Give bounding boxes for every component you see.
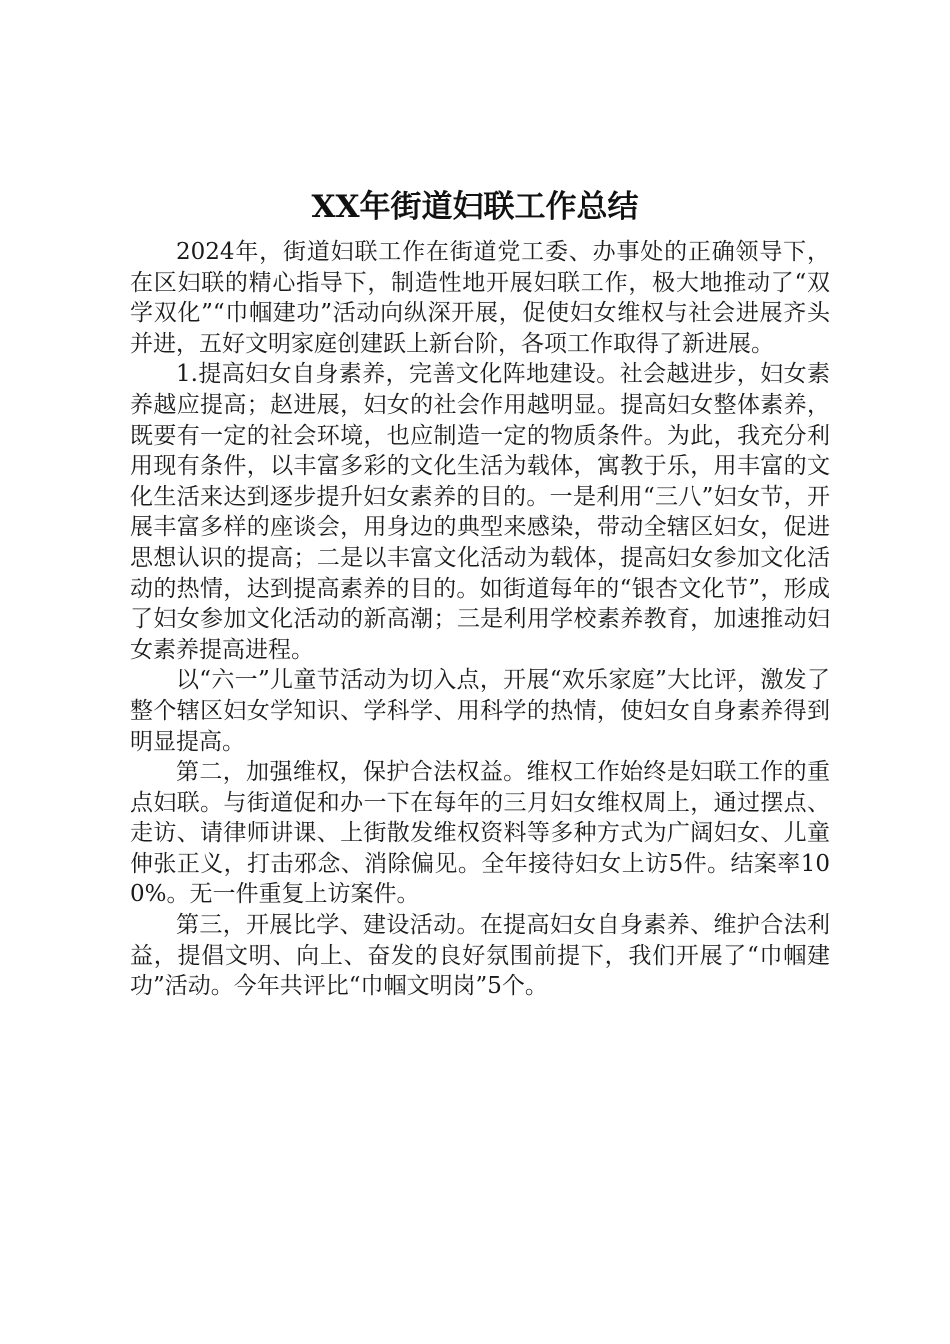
paragraph-childrens-day: 以“六一”儿童节活动为切入点，开展“欢乐家庭”大比评，激发了整个辖区妇女学知识、学科学、用科学的热情，使妇女自身素养得到明显提高。	[130, 667, 830, 755]
document-body	[130, 237, 830, 1002]
document-title: XX年街道妇联工作总结	[311, 189, 639, 225]
paragraph-rights: 第二，加强维权，保护合法权益。维权工作始终是妇联工作的重点妇联。与街道促和办一下在每年的三月妇女维权周上，通过摆点、走访、请律师讲课、上街散发维权资料等多种方式为广阔妇女、儿童伸张正义，打击邪念、消除偏见。全年接待妇女上访5件。结案率100%。无一件重复上访案件。	[130, 759, 830, 908]
paragraph-intro: 2024年，街道妇联工作在街道党工委、办事处的正确领导下，在区妇联的精心指导下，制造性地开展妇联工作，极大地推动了“双学双化”“巾帼建功”活动向纵深开展，促使妇女维权与社会进展齐头并进，五好文明家庭创建跃上新台阶，各项工作取得了新进展。	[130, 239, 830, 357]
paragraph-activities: 第三，开展比学、建设活动。在提高妇女自身素养、维护合法利益，提倡文明、向上、奋发的良好氛围前提下，我们开展了“巾帼建功”活动。今年共评比“巾帼文明岗”5个。	[130, 912, 830, 1000]
paragraph-culture: 1.提高妇女自身素养，完善文化阵地建设。社会越进步，妇女素养越应提高；赵进展，妇女的社会作用越明显。提高妇女整体素养，既要有一定的社会环境，也应制造一定的物质条件。为此，我充分利用现有条件，以丰富多彩的文化生活为载体，寓教于乐，用丰富的文化生活来达到逐步提升妇女素养的目的。一是利用“三八”妇女节，开展丰富多样的座谈会，用身边的典型来感染，带动全辖区妇女，促进思想认识的提高；二是以丰富文化活动为载体，提高妇女参加文化活动的热情，达到提高素养的目的。如街道每年的“银杏文化节”，形成了妇女参加文化活动的新高潮；三是利用学校素养教育，加速推动妇女素养提高进程。	[130, 361, 830, 663]
